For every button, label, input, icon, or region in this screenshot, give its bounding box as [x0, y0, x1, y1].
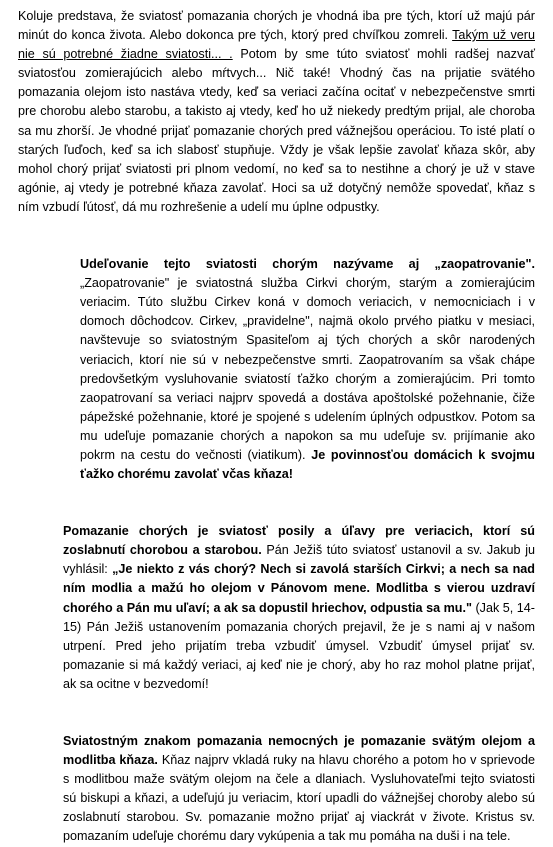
intro-text-continued: Potom by sme túto sviatosť mohli radšej nazvať sviatosťou zomierajúcich alebo mŕtvych... Nič také! Vhodný čas na prijatie svätého pomazania olejom isto nastáva vtedy, keď sa veriaci začína ocitať v nebezpečenstve smrti pre chorobu alebo starobu, a takisto aj vtedy, keď ho už niekedy predtým prijal, ale choroba sa mu zhorší. Je vhodné prijať pomazanie chorých pred vážnejšou operáciou. To isté platí o starých ľuďoch, keď sa ich slabosť stupňuje. Vždy je však lepšie zavolať kňaza skôr, aby mohol chorý prijať sviatosti pri plnom vedomí, no keď sa to nestihne a chorý je už v stave agónie, aj vtedy je potrebné kňaza zavolať. Hoci sa už dotyčný nemôže spovedať, kňaz s ním vzbudí ľútosť, dá mu rozhrešenie a udelí mu úplne odpustky. [18, 47, 535, 214]
paragraph-closing: Je povinnosťou domácich k svojmu ťažko chorému zavolať včas kňaza! [80, 447, 535, 482]
paragraph-body: „Zaopatrovanie" je sviatostná služba Cirkvi chorým, starým a zomierajúcim veriacim. Túto službu Cirkev koná v domoch veriacich, v nemocniciach i v domoch dôchodcov. Cirkev, „pravidelne", najmä okolo prvého piatku v mesiaci, navštevuje so sviatostným Spasiteľom aj tých chorých a skôr narodených veriacich, ktorí nie sú v nebezpečenstve smrti. Zaopatrovaním sa však chápe predovšetkým vysluhovanie sviatostí ťažko chorým a zomierajúcim. Pri tomto zaopatrovaní sa veriaci najprv spovedá a dostáva apoštolské požehnanie, čiže pápežské požehnanie, ktoré je spojené s udelením úplných odpustkov. Potom sa mu udeľuje pomazanie chorých a napokon sa mu udeľuje sv. prijímanie ako pokrm na cestu do večnosti (viatikum). [80, 276, 535, 462]
paragraph-znak [18, 732, 535, 847]
paragraph-zaopatrovanie [18, 255, 535, 484]
paragraph-heading: Udeľovanie tejto sviatosti chorým nazývame aj „zaopatrovanie". [80, 257, 535, 272]
spacer [18, 503, 535, 522]
paragraph-intro [18, 7, 535, 217]
spacer [18, 236, 535, 255]
paragraph-heading: Pomazanie chorých je sviatosť posily a úľavy pre veriacich, ktorí sú zoslabnutí chorobou a starobou. [63, 524, 535, 558]
spacer [18, 484, 535, 503]
paragraph-body: Kňaz najprv vkladá ruky na hlavu chorého a potom ho v sprievode s modlitbou maže svätým olejom na čele a dlaniach. Vysluhovateľmi tejto sviatosti sú biskupi a kňazi, a udeľujú ju veriacim, ktorí upadli do vážnejšej choroby alebo sú zoslabnutí starobou. Sv. pomazanie možno prijať aj viackrát v živote. Kristus sv. pomazaním udeľuje chorému dary vykúpenia a tak mu pomáha na duši i na tele. [63, 753, 535, 844]
paragraph-body: Pán Ježiš túto sviatosť ustanovil a sv. Jakub ju vyhlásil: [63, 543, 535, 577]
spacer [18, 713, 535, 732]
scripture-quote: „Je niekto z vás chorý? Nech si zavolá starších Cirkvi; a nech sa nad ním modlia a mažú ho olejom v Pánovom mene. Modlitba s vierou uzdraví chorého a Pán mu uľaví; a ak sa dopustil hriechov, odpustia sa mu." [63, 562, 535, 615]
paragraph-body-continued: (Jak 5, 14-15) Pán Ježiš ustanovením pomazania chorých prejavil, že je s nami aj v našom utrpení. Pred jeho prijatím treba vzbudiť úmysel. Vzbudiť úmysel prijať sv. pomazanie si má každý veriaci, aj keď nie je chorý, aby ho raz mohol platne prijať, ak sa ocitne v bezvedomí! [63, 600, 535, 691]
paragraph-heading: Sviatostným znakom pomazania nemocných je pomazanie svätým olejom a modlitba kňaza. [63, 734, 535, 768]
paragraph-posila [18, 522, 535, 694]
spacer [18, 694, 535, 713]
underlined-phrase: Takým už veru nie sú potrebné žiadne sviatosti... . [18, 28, 535, 62]
spacer [18, 217, 535, 236]
intro-text: Koluje predstava, že sviatosť pomazania chorých je vhodná iba pre tých, ktorí už majú pár minút do konca života. Alebo dokonca pre tých, ktorý pred chvíľkou zomreli. [18, 9, 535, 43]
